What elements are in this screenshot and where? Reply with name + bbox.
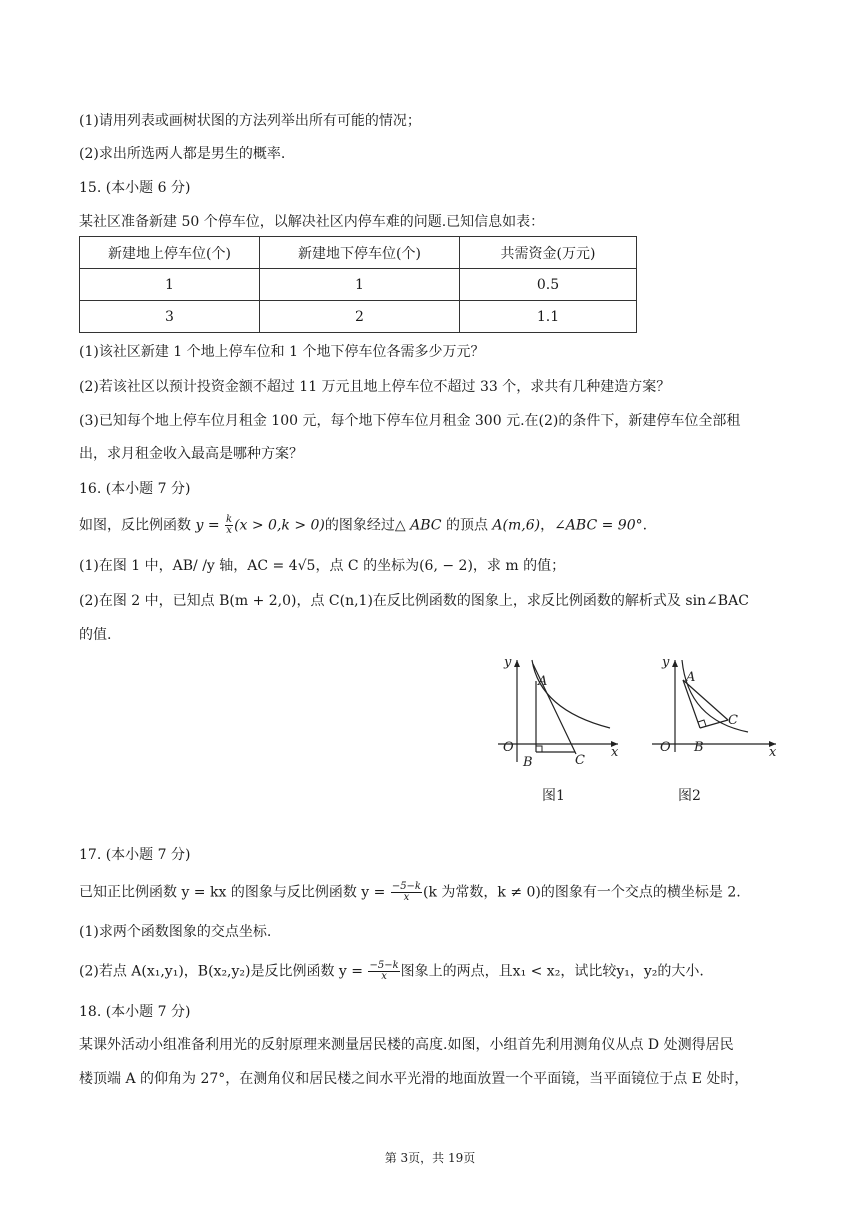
q15-part3-line2: 出，求月租金收入最高是哪种方案？ (79, 446, 303, 462)
parking-table (79, 236, 637, 333)
q14-part2: (2)求出所选两人都是男生的概率. (79, 146, 286, 162)
label-x: x (769, 745, 777, 760)
page-footer: 第 3页，共 19页 (384, 1151, 476, 1165)
fraction-denominator: x (403, 892, 410, 903)
label-x: x (611, 745, 619, 760)
q16-header: 16. (本小题 7 分) (79, 481, 191, 497)
table-header-cell: 新建地上停车位(个) (80, 237, 260, 269)
table-cell: 2 (260, 301, 460, 333)
figure-caption: 图2 (678, 788, 701, 804)
q17-intro-text: (k 为常数，k ≠ 0)的图象有一个交点的横坐标是 2. (423, 884, 741, 901)
label-o: O (503, 740, 514, 755)
table-header-row (80, 237, 637, 269)
label-o: O (660, 740, 671, 755)
q17-part1: (1)求两个函数图象的交点坐标. (79, 924, 272, 940)
table-cell: 1.1 (460, 301, 637, 333)
q16-part2-line1: (2)在图 2 中，已知点 B(m + 2,0)，点 C(n,1)在反比例函数的图象上，求反比例函数的解析式及 sin∠BAC (79, 593, 749, 609)
label-y: y (504, 655, 512, 670)
fraction-denominator: x (381, 971, 387, 982)
q16-domain: (x > 0,k > 0) (234, 517, 325, 534)
q16-angle: ∠ABC = 90° (554, 517, 643, 534)
q17-intro-text: 已知正比例函数 y = kx 的图象与反比例函数 y = (79, 884, 390, 901)
label-c: C (728, 713, 738, 728)
q15-part2: (2)若该社区以预计投资金额不超过 11 万元且地上停车位不超过 33 个，求共有几种建造方案？ (79, 379, 671, 395)
hyperbola-curve (532, 660, 610, 728)
q17-intro (79, 882, 741, 903)
q16-point-a: A(m,6) (492, 517, 541, 534)
q15-part3-line1: (3)已知每个地上停车位月租金 100 元，每个地下停车位月租金 300 元.在(2)的条件下，新建停车位全部租 (79, 413, 741, 429)
figure-2 (648, 650, 788, 810)
q15-intro: 某社区准备新建 50 个停车位，以解决社区内停车难的问题.已知信息如表： (79, 214, 545, 230)
q16-intro-text: 的图象经过△ (324, 517, 411, 534)
q16-intro-text: ， (540, 517, 555, 534)
q18-header: 18. (本小题 7 分) (79, 1004, 191, 1020)
table-row (80, 269, 637, 301)
label-b: B (523, 755, 533, 770)
table-cell: 0.5 (460, 269, 637, 301)
q16-part1: (1)在图 1 中，AB/ /y 轴，AC = 4√5，点 C 的坐标为(6, − 2)，求 m 的值； (79, 558, 566, 574)
q16-function: y = (195, 517, 224, 534)
fraction-numerator: −5−k (369, 960, 399, 971)
fraction-numerator: −5−k (391, 881, 421, 892)
q17-part2 (79, 961, 704, 982)
table-cell: 1 (80, 269, 260, 301)
y-arrow (672, 660, 678, 667)
q17-fraction (391, 882, 422, 903)
table-cell: 3 (80, 301, 260, 333)
q17-part2-text: (2)若点 A(x₁,y₁)，B(x₂,y₂)是反比例函数 y = (79, 963, 368, 980)
q17-header: 17. (本小题 7 分) (79, 847, 191, 863)
q16-intro (79, 515, 647, 536)
q15-header: 15. (本小题 6 分) (79, 180, 191, 196)
label-c: C (575, 753, 585, 768)
q16-intro-text: . (642, 517, 648, 534)
table-header-cell: 新建地下停车位(个) (260, 237, 460, 269)
q16-intro-text: 如图，反比例函数 (79, 517, 196, 534)
y-arrow (514, 660, 520, 667)
q18-line1: 某课外活动小组准备利用光的反射原理来测量居民楼的高度.如图，小组首先利用测角仪从点 D 处测得居民 (79, 1037, 734, 1053)
table-header-cell: 共需资金(万元) (460, 237, 637, 269)
table-cell: 1 (260, 269, 460, 301)
label-y: y (662, 655, 670, 670)
right-angle-mark (536, 746, 542, 752)
q16-fraction (225, 515, 233, 536)
q18-line2: 楼顶端 A 的仰角为 27°，在测角仪和居民楼之间水平光滑的地面放置一个平面镜，当平面镜位于点 E 处时， (79, 1071, 749, 1087)
q16-part2-line2: 的值. (79, 627, 112, 643)
figure-1 (490, 650, 630, 810)
q17-part2-text: 图象上的两点，且x₁ < x₂，试比较y₁，y₂的大小. (400, 963, 704, 980)
q16-intro-text: 的顶点 (441, 517, 493, 534)
q16-triangle: ABC (410, 517, 442, 534)
label-b: B (694, 740, 704, 755)
fraction-denominator: x (226, 525, 232, 536)
figure-caption: 图1 (542, 788, 565, 804)
label-a: A (538, 674, 548, 689)
q15-part1: (1)该社区新建 1 个地上停车位和 1 个地下停车位各需多少万元？ (79, 344, 485, 360)
table-row (80, 301, 637, 333)
q17-fraction (368, 961, 399, 982)
label-a: A (686, 670, 696, 685)
q14-part1: (1)请用列表或画树状图的方法列举出所有可能的情况； (79, 113, 421, 129)
fraction-numerator: k (226, 514, 233, 525)
